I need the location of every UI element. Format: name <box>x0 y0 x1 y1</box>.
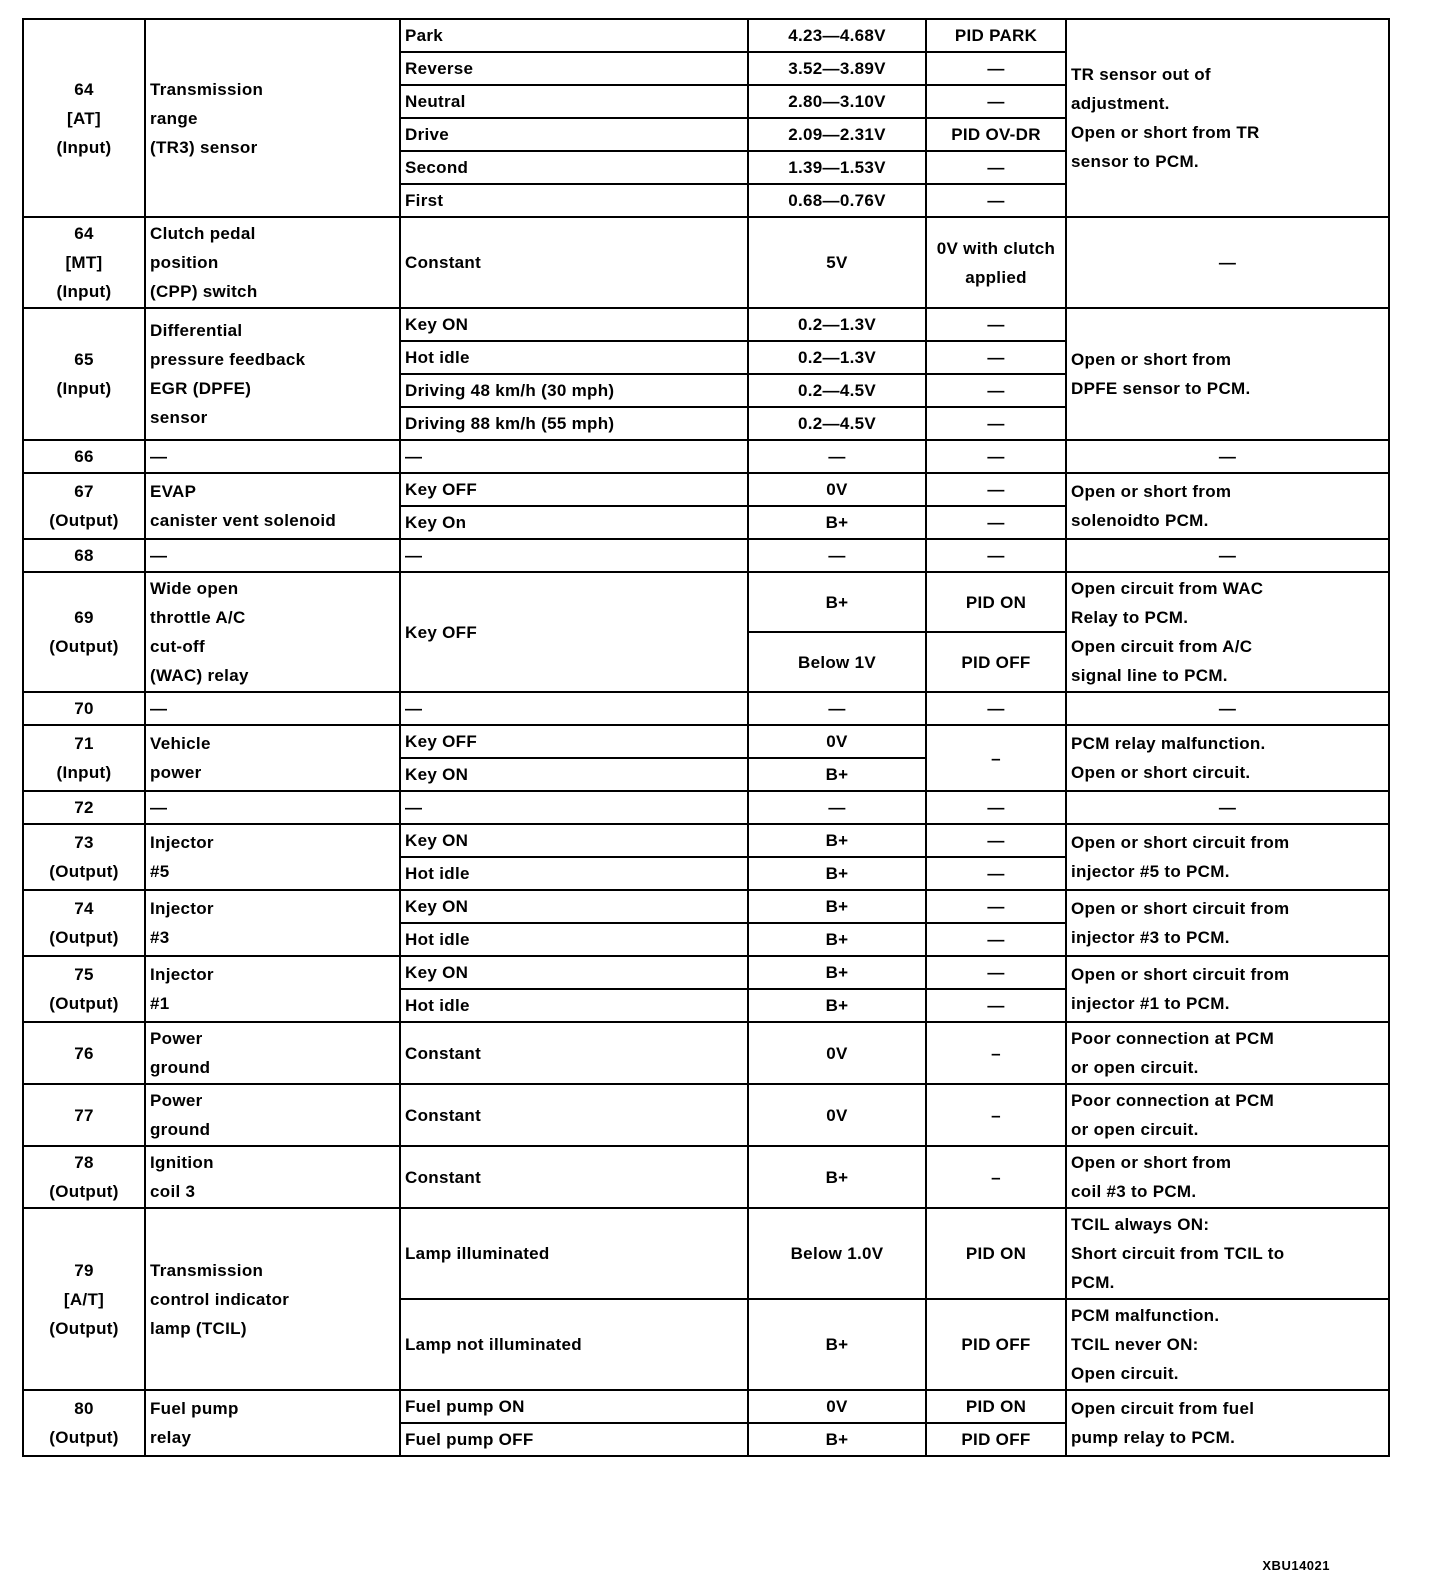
pin-description-cell <box>145 692 400 725</box>
condition-cell: Key ON <box>400 824 748 857</box>
notes-cell-line: PCM malfunction. <box>1071 1306 1220 1325</box>
table-row <box>23 1390 1389 1423</box>
table-row <box>23 692 1389 725</box>
pin-number-cell-line: (Input) <box>56 379 112 398</box>
pin-number-cell-line: (Output) <box>49 637 119 656</box>
pin-description-cell-line: relay <box>150 1428 192 1447</box>
table-row <box>23 824 1389 857</box>
voltage-cell: B+ <box>748 1299 926 1390</box>
pin-description-cell <box>145 308 400 440</box>
pin-description-cell-line: Power <box>150 1091 203 1110</box>
pin-number-cell-line: 77 <box>74 1105 94 1125</box>
condition-cell: Hot idle <box>400 857 748 890</box>
condition-cell: Hot idle <box>400 341 748 374</box>
pin-number-cell <box>23 890 145 956</box>
notes-cell <box>1066 1299 1389 1390</box>
notes-cell-line: Open or short from <box>1071 482 1232 501</box>
voltage-cell: B+ <box>748 923 926 956</box>
pin-number-cell <box>23 1084 145 1146</box>
notes-cell <box>1066 308 1389 440</box>
notes-cell-line: Open or short from TR <box>1071 123 1260 142</box>
pid-cell: — <box>926 791 1066 824</box>
notes-cell-line: Open or short circuit. <box>1071 763 1251 782</box>
condition-cell: Key ON <box>400 308 748 341</box>
pin-number-cell <box>23 539 145 572</box>
notes-cell <box>1066 692 1389 725</box>
table-row <box>23 1208 1389 1299</box>
notes-cell <box>1066 19 1389 217</box>
voltage-cell: 0V <box>748 1022 926 1084</box>
voltage-cell: 0.68—0.76V <box>748 184 926 217</box>
pin-number-cell-line: (Input) <box>56 763 112 782</box>
pin-description-cell-line: Wide open <box>150 579 239 598</box>
voltage-cell: 2.80—3.10V <box>748 85 926 118</box>
pin-description-cell-line: position <box>150 253 219 272</box>
pin-number-cell-line: 71 <box>74 734 94 753</box>
pin-number-cell-line: 76 <box>74 1043 94 1063</box>
condition-cell: Constant <box>400 217 748 308</box>
pin-number-cell-line: 75 <box>74 965 94 984</box>
notes-cell-line: Short circuit from TCIL to <box>1071 1244 1285 1263</box>
pid-cell: PID ON <box>926 1390 1066 1423</box>
table-row <box>23 791 1389 824</box>
pin-description-cell-line: (WAC) relay <box>150 666 249 685</box>
pin-number-cell-line: [AT] <box>67 108 101 128</box>
condition-cell: Key OFF <box>400 473 748 506</box>
pin-number-cell-line: 80 <box>74 1399 94 1418</box>
notes-cell-line: solenoidto PCM. <box>1071 511 1209 530</box>
pid-cell: PID ON <box>926 572 1066 632</box>
condition-cell: Fuel pump ON <box>400 1390 748 1423</box>
condition-cell: Hot idle <box>400 989 748 1022</box>
pin-description-cell-line: sensor <box>150 408 208 427</box>
pin-description-cell <box>145 473 400 539</box>
pin-description-cell <box>145 890 400 956</box>
condition-cell: Drive <box>400 118 748 151</box>
condition-cell: Park <box>400 19 748 52</box>
pcm-pin-table-sheet <box>22 18 1390 1573</box>
notes-cell <box>1066 791 1389 824</box>
condition-cell: Lamp illuminated <box>400 1208 748 1299</box>
pin-description-cell-line: range <box>150 108 198 128</box>
pid-cell: — <box>926 184 1066 217</box>
pin-number-cell <box>23 791 145 824</box>
notes-cell <box>1066 1022 1389 1084</box>
pin-number-cell-line: 69 <box>74 608 94 627</box>
pid-cell: — <box>926 989 1066 1022</box>
pin-description-cell-line: Injector <box>150 899 214 918</box>
pin-description-cell <box>145 19 400 217</box>
notes-cell <box>1066 539 1389 572</box>
pin-description-cell-line: — <box>150 447 168 466</box>
notes-cell-line: — <box>1218 546 1237 565</box>
pin-number-cell <box>23 824 145 890</box>
pin-number-cell <box>23 692 145 725</box>
pin-number-cell <box>23 1208 145 1390</box>
pin-number-cell-line: (Output) <box>49 994 119 1013</box>
voltage-cell: 5V <box>748 217 926 308</box>
voltage-cell: B+ <box>748 857 926 890</box>
table-row <box>23 572 1389 632</box>
notes-cell-line: Poor connection at PCM <box>1071 1091 1275 1110</box>
condition-cell: — <box>400 791 748 824</box>
voltage-cell: B+ <box>748 758 926 791</box>
pin-description-cell-line: ground <box>150 1058 211 1077</box>
voltage-cell: B+ <box>748 572 926 632</box>
notes-cell <box>1066 572 1389 692</box>
pin-description-cell <box>145 1084 400 1146</box>
pin-number-cell <box>23 217 145 308</box>
condition-cell: — <box>400 440 748 473</box>
pid-cell: — <box>926 473 1066 506</box>
table-row <box>23 956 1389 989</box>
voltage-cell: B+ <box>748 1423 926 1456</box>
voltage-cell: Below 1V <box>748 632 926 692</box>
voltage-cell: 0V <box>748 473 926 506</box>
pid-cell: – <box>926 1022 1066 1084</box>
notes-cell <box>1066 1390 1389 1456</box>
pin-number-cell-line: (Output) <box>49 511 119 530</box>
notes-cell-line: — <box>1218 253 1237 272</box>
voltage-cell: B+ <box>748 1146 926 1208</box>
notes-cell-line: Open or short from <box>1071 1153 1232 1172</box>
condition-cell: Key On <box>400 506 748 539</box>
pcm-pin-table <box>22 18 1390 1457</box>
condition-cell: Driving 48 km/h (30 mph) <box>400 374 748 407</box>
pin-number-cell-line: 67 <box>74 482 94 501</box>
voltage-cell: — <box>748 539 926 572</box>
notes-cell <box>1066 956 1389 1022</box>
pin-description-cell-line: Injector <box>150 833 214 852</box>
table-row <box>23 1146 1389 1208</box>
pin-number-cell-line: [MT] <box>65 253 103 272</box>
notes-cell-line: pump relay to PCM. <box>1071 1428 1236 1447</box>
pid-cell: — <box>926 824 1066 857</box>
condition-cell: — <box>400 539 748 572</box>
notes-cell-line: Open or short circuit from <box>1071 965 1290 984</box>
pin-description-cell-line: control indicator <box>150 1289 290 1309</box>
pin-description-cell-line: — <box>150 699 168 718</box>
pin-number-cell-line: 64 <box>74 224 94 243</box>
figure-code: XBU14021 <box>1262 1558 1330 1573</box>
notes-cell-line: DPFE sensor to PCM. <box>1071 379 1251 398</box>
notes-cell-line: PCM relay malfunction. <box>1071 734 1266 753</box>
pin-number-cell-line: (Output) <box>49 928 119 947</box>
pid-cell: — <box>926 890 1066 923</box>
pin-number-cell-line: 66 <box>74 447 94 466</box>
notes-cell-line: or open circuit. <box>1071 1120 1199 1139</box>
pid-cell: — <box>926 374 1066 407</box>
pid-cell: — <box>926 923 1066 956</box>
condition-cell: Key OFF <box>400 725 748 758</box>
pin-description-cell-line: #3 <box>150 928 170 947</box>
condition-cell: Constant <box>400 1146 748 1208</box>
notes-cell <box>1066 725 1389 791</box>
pin-number-cell <box>23 19 145 217</box>
pid-cell: PID PARK <box>926 19 1066 52</box>
pin-number-cell <box>23 1022 145 1084</box>
voltage-cell: B+ <box>748 506 926 539</box>
pid-cell: PID OFF <box>926 632 1066 692</box>
notes-cell <box>1066 1146 1389 1208</box>
condition-cell: Key OFF <box>400 572 748 692</box>
notes-cell-line: PCM. <box>1071 1273 1115 1292</box>
notes-cell-line: or open circuit. <box>1071 1058 1199 1077</box>
notes-cell <box>1066 440 1389 473</box>
pid-cell: — <box>926 151 1066 184</box>
pin-description-cell <box>145 1146 400 1208</box>
pin-number-cell <box>23 725 145 791</box>
pin-description-cell-line: ground <box>150 1120 211 1139</box>
table-row <box>23 725 1389 758</box>
pin-number-cell-line: (Input) <box>56 282 112 301</box>
table-row <box>23 1084 1389 1146</box>
notes-cell <box>1066 473 1389 539</box>
pin-description-cell <box>145 217 400 308</box>
notes-cell-line: Open circuit from WAC <box>1071 579 1264 598</box>
pin-description-cell <box>145 791 400 824</box>
notes-cell-line: — <box>1218 699 1237 718</box>
notes-cell <box>1066 890 1389 956</box>
condition-cell: Fuel pump OFF <box>400 1423 748 1456</box>
pid-cell: PID OV-DR <box>926 118 1066 151</box>
pin-number-cell <box>23 956 145 1022</box>
pin-number-cell-line: 72 <box>74 798 94 817</box>
pin-description-cell-line: Fuel pump <box>150 1399 239 1418</box>
pid-cell: — <box>926 341 1066 374</box>
pid-cell: 0V with clutch applied <box>926 217 1066 308</box>
voltage-cell: 0.2—1.3V <box>748 341 926 374</box>
pin-description-cell-line: EVAP <box>150 482 197 501</box>
table-row <box>23 217 1389 308</box>
notes-cell <box>1066 1084 1389 1146</box>
notes-cell-line: Open or short circuit from <box>1071 833 1290 852</box>
pin-number-cell-line: (Output) <box>49 862 119 881</box>
pid-cell: — <box>926 407 1066 440</box>
condition-cell: — <box>400 692 748 725</box>
pin-number-cell-line: 78 <box>74 1153 94 1172</box>
condition-cell: Second <box>400 151 748 184</box>
pin-description-cell-line: (CPP) switch <box>150 282 258 301</box>
table-row <box>23 1022 1389 1084</box>
pin-description-cell <box>145 539 400 572</box>
table-row <box>23 308 1389 341</box>
pid-cell: — <box>926 857 1066 890</box>
pin-number-cell-line: (Output) <box>49 1428 119 1447</box>
table-row <box>23 440 1389 473</box>
pin-description-cell-line: power <box>150 763 202 782</box>
voltage-cell: Below 1.0V <box>748 1208 926 1299</box>
pin-number-cell <box>23 473 145 539</box>
pin-description-cell-line: (TR3) sensor <box>150 137 258 157</box>
condition-cell: Key ON <box>400 890 748 923</box>
notes-cell-line: Open circuit. <box>1071 1364 1179 1383</box>
pin-description-cell-line: Power <box>150 1029 203 1048</box>
voltage-cell: 0.2—4.5V <box>748 407 926 440</box>
pin-description-cell-line: Transmission <box>150 1260 264 1280</box>
notes-cell-line: Poor connection at PCM <box>1071 1029 1275 1048</box>
pin-number-cell <box>23 572 145 692</box>
voltage-cell: 0V <box>748 725 926 758</box>
pin-description-cell <box>145 824 400 890</box>
condition-cell: Hot idle <box>400 923 748 956</box>
notes-cell-line: signal line to PCM. <box>1071 666 1228 685</box>
pin-description-cell <box>145 440 400 473</box>
pid-cell: — <box>926 440 1066 473</box>
pin-number-cell-line: (Input) <box>56 137 112 157</box>
pid-cell: PID ON <box>926 1208 1066 1299</box>
pin-description-cell-line: canister vent solenoid <box>150 511 337 530</box>
notes-cell-line: Open or short from <box>1071 350 1232 369</box>
pin-description-cell-line: #5 <box>150 862 170 881</box>
pid-cell: — <box>926 85 1066 118</box>
notes-cell <box>1066 824 1389 890</box>
notes-cell-line: sensor to PCM. <box>1071 152 1199 171</box>
pin-description-cell <box>145 725 400 791</box>
pin-number-cell-line: 68 <box>74 546 94 565</box>
voltage-cell: 1.39—1.53V <box>748 151 926 184</box>
pid-cell: – <box>926 1084 1066 1146</box>
pin-description-cell-line: throttle A/C <box>150 608 246 627</box>
voltage-cell: — <box>748 692 926 725</box>
voltage-cell: 4.23—4.68V <box>748 19 926 52</box>
pin-description-cell-line: Ignition <box>150 1153 214 1172</box>
notes-cell-line: injector #1 to PCM. <box>1071 994 1230 1013</box>
condition-cell: Lamp not illuminated <box>400 1299 748 1390</box>
pid-cell: — <box>926 956 1066 989</box>
pin-description-cell-line: EGR (DPFE) <box>150 379 252 398</box>
pin-description-cell-line: coil 3 <box>150 1182 196 1201</box>
condition-cell: Constant <box>400 1022 748 1084</box>
notes-cell-line: Open circuit from A/C <box>1071 637 1253 656</box>
voltage-cell: 0.2—4.5V <box>748 374 926 407</box>
voltage-cell: B+ <box>748 890 926 923</box>
pin-number-cell-line: 79 <box>74 1260 94 1280</box>
table-row <box>23 539 1389 572</box>
pin-description-cell-line: cut-off <box>150 637 205 656</box>
notes-cell-line: TR sensor out of <box>1071 65 1211 84</box>
condition-cell: Key ON <box>400 956 748 989</box>
notes-cell <box>1066 217 1389 308</box>
pid-cell: PID OFF <box>926 1423 1066 1456</box>
table-row <box>23 890 1389 923</box>
table-row <box>23 19 1389 52</box>
pid-cell: – <box>926 1146 1066 1208</box>
pin-description-cell <box>145 956 400 1022</box>
voltage-cell: 2.09—2.31V <box>748 118 926 151</box>
pid-cell: – <box>926 725 1066 791</box>
pin-number-cell-line: 74 <box>74 899 94 918</box>
pid-cell: — <box>926 692 1066 725</box>
notes-cell-line: TCIL always ON: <box>1071 1215 1210 1234</box>
pin-description-cell-line: Injector <box>150 965 214 984</box>
voltage-cell: 3.52—3.89V <box>748 52 926 85</box>
pin-number-cell-line: [A/T] <box>63 1289 105 1309</box>
pin-number-cell-line: 64 <box>74 79 94 99</box>
notes-cell-line: injector #5 to PCM. <box>1071 862 1230 881</box>
condition-cell: Driving 88 km/h (55 mph) <box>400 407 748 440</box>
pin-description-cell-line: Clutch pedal <box>150 224 256 243</box>
pin-number-cell-line: (Output) <box>49 1182 119 1201</box>
pid-cell: — <box>926 506 1066 539</box>
voltage-cell: 0V <box>748 1390 926 1423</box>
condition-cell: Neutral <box>400 85 748 118</box>
condition-cell: Reverse <box>400 52 748 85</box>
pid-cell: — <box>926 308 1066 341</box>
voltage-cell: — <box>748 791 926 824</box>
notes-cell-line: Relay to PCM. <box>1071 608 1189 627</box>
pin-description-cell <box>145 572 400 692</box>
voltage-cell: 0V <box>748 1084 926 1146</box>
pin-number-cell-line: 70 <box>74 699 94 718</box>
voltage-cell: 0.2—1.3V <box>748 308 926 341</box>
notes-cell <box>1066 1208 1389 1299</box>
pin-description-cell-line: pressure feedback <box>150 350 306 369</box>
pin-description-cell-line: — <box>150 546 168 565</box>
notes-cell-line: Open circuit from fuel <box>1071 1399 1255 1418</box>
pin-description-cell-line: lamp (TCIL) <box>150 1318 247 1338</box>
table-row <box>23 473 1389 506</box>
notes-cell-line: adjustment. <box>1071 94 1170 113</box>
pin-description-cell-line: #1 <box>150 994 170 1013</box>
notes-cell-line: Open or short circuit from <box>1071 899 1290 918</box>
pin-number-cell-line: (Output) <box>49 1318 119 1338</box>
pin-number-cell <box>23 1146 145 1208</box>
pin-description-cell-line: Transmission <box>150 79 264 99</box>
pin-number-cell <box>23 440 145 473</box>
pin-description-cell <box>145 1208 400 1390</box>
voltage-cell: — <box>748 440 926 473</box>
pin-description-cell-line: — <box>150 798 168 817</box>
pin-description-cell <box>145 1022 400 1084</box>
voltage-cell: B+ <box>748 956 926 989</box>
notes-cell-line: injector #3 to PCM. <box>1071 928 1230 947</box>
pin-number-cell-line: 73 <box>74 833 94 852</box>
pid-cell: — <box>926 52 1066 85</box>
condition-cell: Key ON <box>400 758 748 791</box>
pin-number-cell <box>23 1390 145 1456</box>
pid-cell: PID OFF <box>926 1299 1066 1390</box>
notes-cell-line: — <box>1218 798 1237 817</box>
pin-description-cell-line: Differential <box>150 321 243 340</box>
pin-description-cell-line: Vehicle <box>150 734 211 753</box>
notes-cell-line: — <box>1218 447 1237 466</box>
pin-number-cell-line: 65 <box>74 350 94 369</box>
notes-cell-line: coil #3 to PCM. <box>1071 1182 1197 1201</box>
condition-cell: First <box>400 184 748 217</box>
notes-cell-line: TCIL never ON: <box>1071 1335 1199 1354</box>
pin-description-cell <box>145 1390 400 1456</box>
condition-cell: Constant <box>400 1084 748 1146</box>
pid-cell: — <box>926 539 1066 572</box>
pin-number-cell <box>23 308 145 440</box>
voltage-cell: B+ <box>748 989 926 1022</box>
voltage-cell: B+ <box>748 824 926 857</box>
